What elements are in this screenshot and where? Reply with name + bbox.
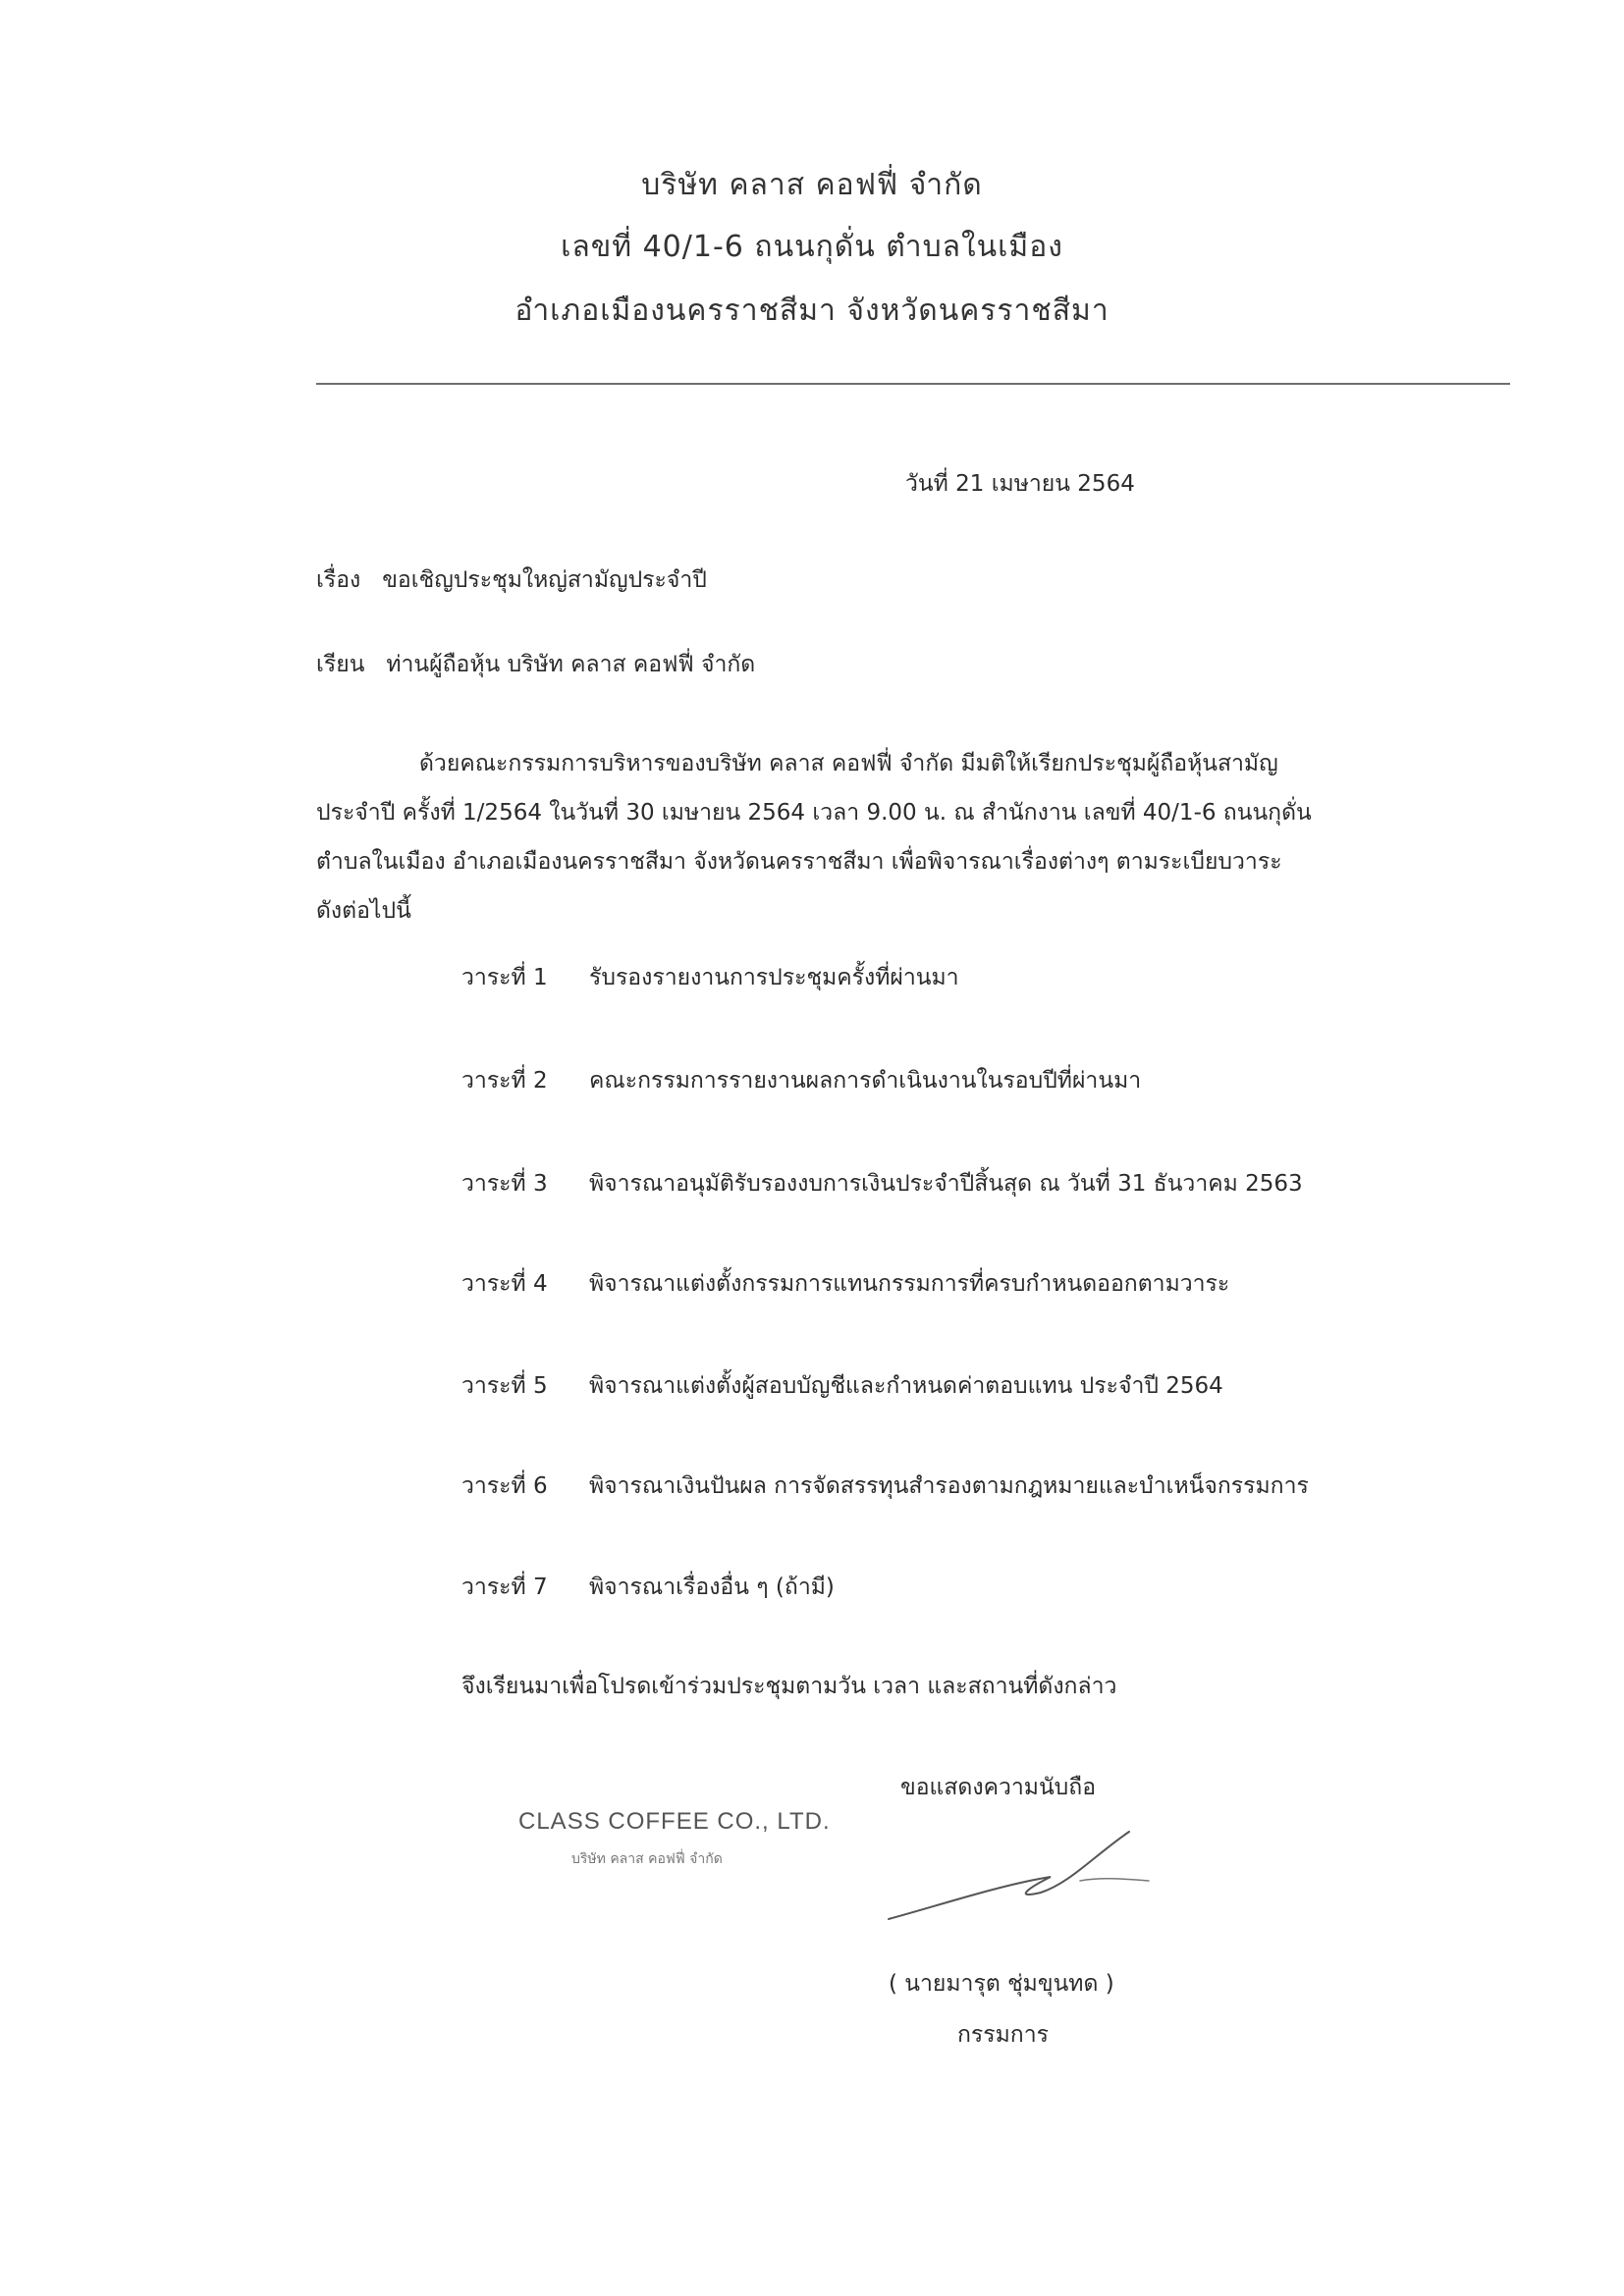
subject-label: เรื่อง — [316, 567, 361, 593]
header-divider — [316, 383, 1510, 385]
agenda-item — [461, 1468, 1309, 1504]
body-line: ประจำปี ครั้งที่ 1/2564 ในวันที่ 30 เมษายน 2564 เวลา 9.00 น. ณ สำนักงาน เลขที่ 40/1-6 ถนนกุดั่น — [316, 800, 1312, 826]
agenda-item — [461, 1266, 1229, 1302]
company-address-line1: เลขที่ 40/1-6 ถนนกุดั่น ตำบลในเมือง — [561, 230, 1063, 264]
agenda-item — [461, 1570, 835, 1605]
agenda-text: รับรองรายงานการประชุมครั้งที่ผ่านมา — [589, 965, 959, 990]
agenda-text: พิจารณาแต่งตั้งผู้สอบบัญชีและกำหนดค่าตอบแทน ประจำปี 2564 — [589, 1373, 1223, 1399]
company-stamp-english: CLASS COFFEE CO., LTD. — [518, 1808, 831, 1835]
subject-text: ขอเชิญประชุมใหญ่สามัญประจำปี — [382, 567, 707, 593]
signer-name: ( นายมารุต ชุ่มขุนทด ) — [889, 1971, 1114, 1997]
agenda-number: วาระที่ 4 — [461, 1271, 548, 1297]
agenda-text: พิจารณาอนุมัติรับรองงบการเงินประจำปีสิ้นสุด ณ วันที่ 31 ธันวาคม 2563 — [589, 1171, 1303, 1197]
body-line: ด้วยคณะกรรมการบริหารของบริษัท คลาส คอฟฟี่ จำกัด มีมติให้เรียกประชุมผู้ถือหุ้นสามัญ — [419, 751, 1278, 776]
agenda-item — [461, 1063, 1141, 1098]
body-line: ตำบลในเมือง อำเภอเมืองนครราชสีมา จังหวัดนครราชสีมา เพื่อพิจารณาเรื่องต่างๆ ตามระเบียบวาระ — [316, 849, 1282, 875]
company-stamp-thai: บริษัท คลาส คอฟฟี่ จำกัด — [571, 1851, 723, 1867]
recipient-text: ท่านผู้ถือหุ้น บริษัท คลาส คอฟฟี่ จำกัด — [386, 652, 756, 677]
signer-title: กรรมการ — [957, 2022, 1049, 2048]
agenda-number: วาระที่ 3 — [461, 1171, 548, 1197]
agenda-item — [461, 960, 959, 995]
signature — [884, 1826, 1159, 1934]
closing-sentence: จึงเรียนมาเพื่อโปรดเข้าร่วมประชุมตามวัน เวลา และสถานที่ดังกล่าว — [461, 1674, 1117, 1699]
recipient-label: เรียน — [316, 652, 365, 677]
letter-date: วันที่ 21 เมษายน 2564 — [905, 471, 1135, 497]
recipient-line — [316, 647, 755, 682]
agenda-number: วาระที่ 5 — [461, 1373, 548, 1399]
agenda-number: วาระที่ 6 — [461, 1473, 548, 1499]
agenda-item — [461, 1368, 1223, 1404]
agenda-number: วาระที่ 2 — [461, 1068, 548, 1094]
agenda-text: พิจารณาแต่งตั้งกรรมการแทนกรรมการที่ครบกำหนดออกตามวาระ — [589, 1271, 1230, 1297]
body-line: ดังต่อไปนี้ — [316, 898, 411, 924]
subject-line — [316, 562, 707, 598]
agenda-item — [461, 1166, 1303, 1201]
agenda-number: วาระที่ 7 — [461, 1575, 548, 1600]
agenda-number: วาระที่ 1 — [461, 965, 548, 990]
company-address-line2: อำเภอเมืองนครราชสีมา จังหวัดนครราชสีมา — [514, 294, 1110, 328]
agenda-text: พิจารณาเงินปันผล การจัดสรรทุนสำรองตามกฎหมายและบำเหน็จกรรมการ — [589, 1473, 1309, 1499]
agenda-text: พิจารณาเรื่องอื่น ๆ (ถ้ามี) — [589, 1575, 835, 1600]
agenda-text: คณะกรรมการรายงานผลการดำเนินงานในรอบปีที่ผ่านมา — [589, 1068, 1142, 1094]
body-paragraph — [316, 739, 1510, 935]
sign-off: ขอแสดงความนับถือ — [900, 1775, 1097, 1800]
company-name: บริษัท คลาส คอฟฟี่ จำกัด — [641, 168, 983, 202]
